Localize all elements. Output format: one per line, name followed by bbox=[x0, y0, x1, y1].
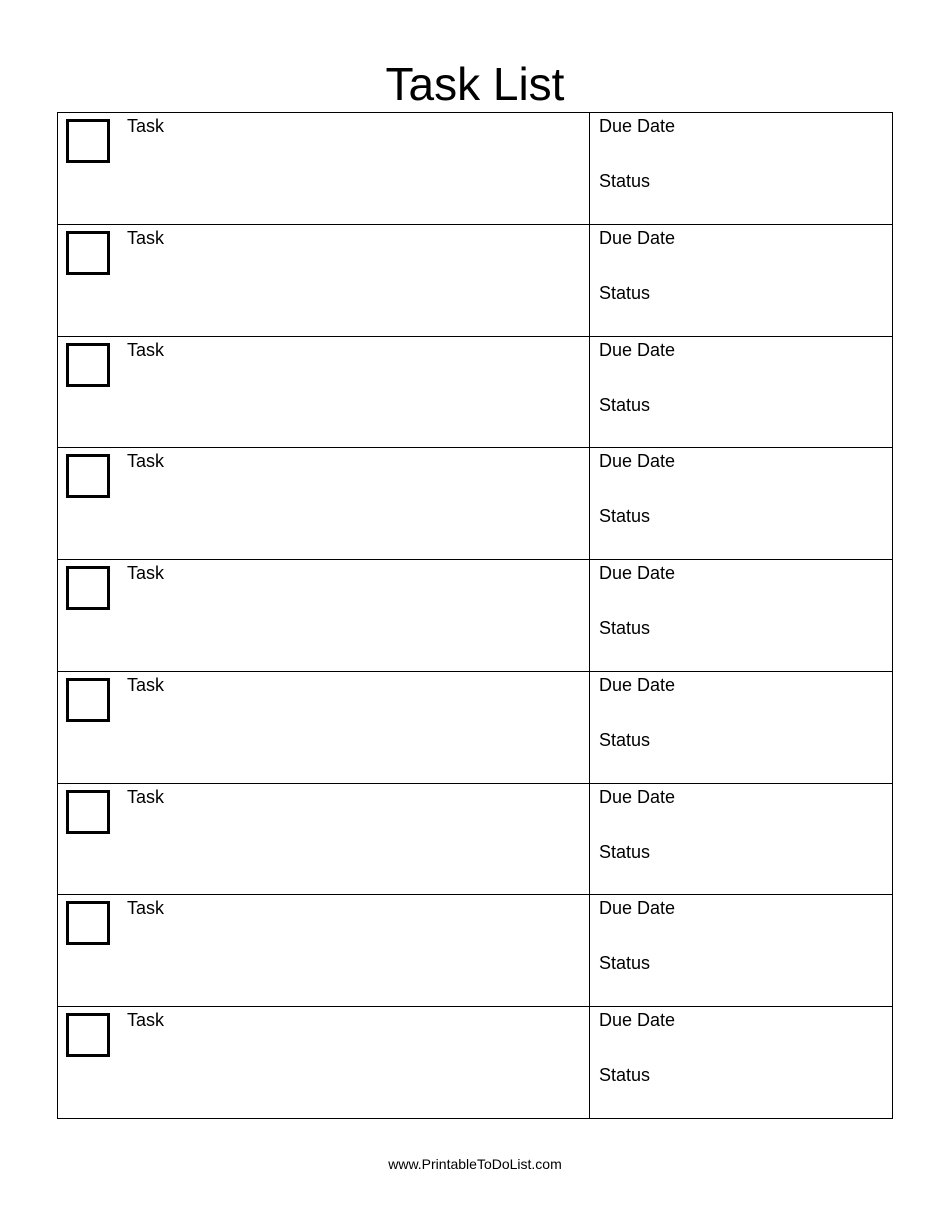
meta-cell bbox=[590, 448, 892, 559]
task-cell bbox=[58, 784, 590, 895]
task-row bbox=[58, 225, 892, 337]
task-checkbox[interactable] bbox=[66, 566, 110, 610]
status-label: Status bbox=[599, 953, 651, 974]
task-cell bbox=[58, 113, 590, 224]
due-date-label: Due Date bbox=[599, 227, 676, 248]
task-label: Task bbox=[127, 227, 165, 248]
meta-cell bbox=[590, 784, 892, 895]
status-label: Status bbox=[599, 282, 651, 303]
due-date-label: Due Date bbox=[599, 786, 676, 807]
status-label: Status bbox=[599, 729, 651, 750]
status-label: Status bbox=[599, 394, 651, 415]
task-cell bbox=[58, 1007, 590, 1118]
status-label: Status bbox=[599, 171, 651, 191]
task-row bbox=[58, 560, 892, 672]
task-cell bbox=[58, 337, 590, 448]
task-checkbox[interactable] bbox=[66, 1013, 110, 1057]
page-title: Task List bbox=[385, 58, 565, 110]
meta-cell bbox=[590, 225, 892, 336]
task-checkbox[interactable] bbox=[66, 343, 110, 387]
task-row bbox=[58, 1007, 892, 1118]
task-checkbox[interactable] bbox=[66, 790, 110, 834]
task-label: Task bbox=[127, 563, 165, 584]
task-cell bbox=[58, 225, 590, 336]
task-cell bbox=[58, 895, 590, 1006]
task-label: Task bbox=[127, 339, 165, 360]
task-checkbox[interactable] bbox=[66, 231, 110, 275]
task-cell bbox=[58, 448, 590, 559]
footer-url: www.PrintableToDoList.com bbox=[388, 1156, 562, 1172]
due-date-label: Due Date bbox=[599, 451, 676, 472]
meta-cell bbox=[590, 672, 892, 783]
task-label: Task bbox=[127, 898, 165, 919]
due-date-label: Due Date bbox=[599, 1010, 676, 1031]
task-label: Task bbox=[127, 786, 165, 807]
due-date-label: Due Date bbox=[599, 116, 676, 136]
task-label: Task bbox=[127, 451, 165, 472]
task-checkbox[interactable] bbox=[66, 678, 110, 722]
task-label: Task bbox=[127, 116, 165, 136]
due-date-label: Due Date bbox=[599, 674, 676, 695]
task-cell bbox=[58, 672, 590, 783]
status-label: Status bbox=[599, 841, 651, 862]
task-checkbox[interactable] bbox=[66, 454, 110, 498]
task-label: Task bbox=[127, 674, 165, 695]
task-row bbox=[58, 672, 892, 784]
task-row bbox=[58, 784, 892, 896]
meta-cell bbox=[590, 895, 892, 1006]
status-label: Status bbox=[599, 1065, 651, 1086]
meta-cell bbox=[590, 1007, 892, 1118]
meta-cell bbox=[590, 337, 892, 448]
meta-cell bbox=[590, 113, 892, 224]
status-label: Status bbox=[599, 506, 651, 527]
task-table bbox=[57, 112, 893, 1119]
task-row bbox=[58, 448, 892, 560]
task-checkbox[interactable] bbox=[66, 119, 110, 163]
meta-cell bbox=[590, 560, 892, 671]
task-cell bbox=[58, 560, 590, 671]
task-checkbox[interactable] bbox=[66, 901, 110, 945]
due-date-label: Due Date bbox=[599, 563, 676, 584]
due-date-label: Due Date bbox=[599, 898, 676, 919]
status-label: Status bbox=[599, 618, 651, 639]
due-date-label: Due Date bbox=[599, 339, 676, 360]
task-label: Task bbox=[127, 1010, 165, 1031]
task-row bbox=[58, 895, 892, 1007]
task-row bbox=[58, 337, 892, 449]
task-row bbox=[58, 113, 892, 225]
